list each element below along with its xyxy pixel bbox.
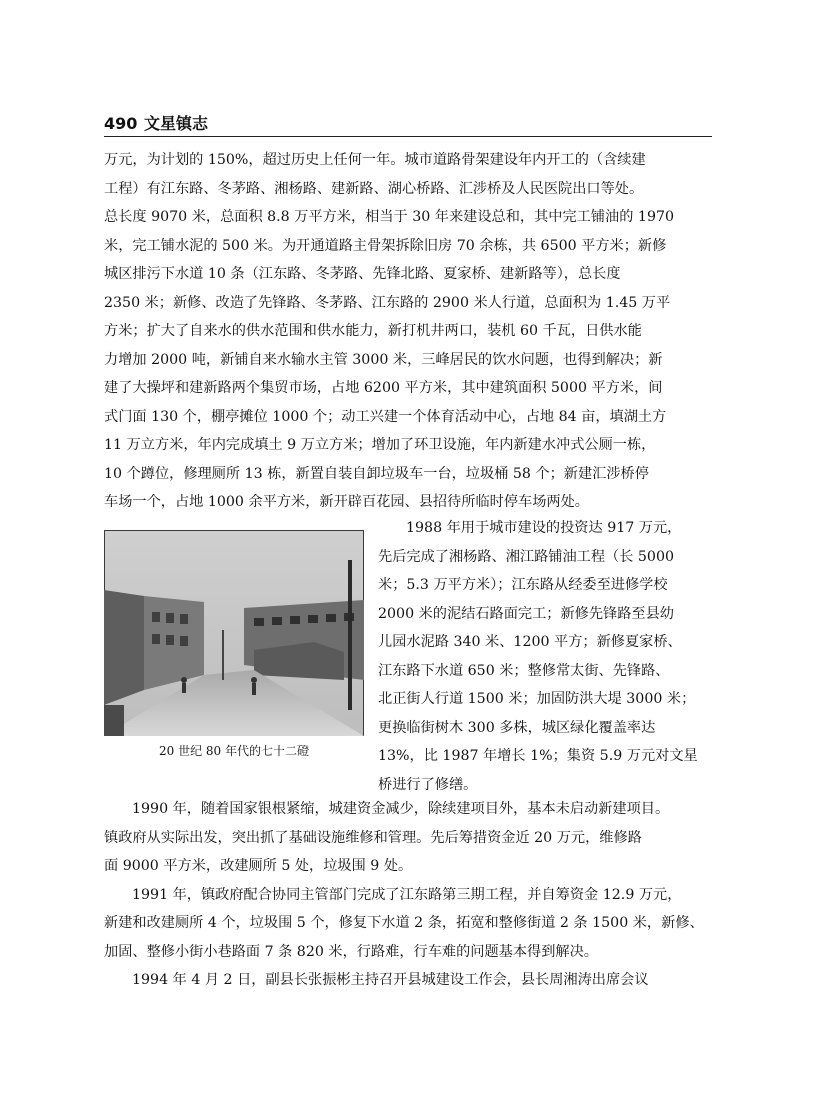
text-line: 江东路下水道 650 米；整修常太街、先锋路、 (378, 662, 670, 679)
paragraph-3 (104, 795, 712, 995)
text-line: 建了大操坪和建新路两个集贸市场，占地 6200 平方米，其中建筑面积 5000 平方米，间 (104, 380, 663, 396)
paragraph-2 (378, 514, 714, 799)
text-line: 2000 米的泥结石路面完工；新修先锋路至县幼 (378, 605, 674, 622)
text-line: 万元，为计划的 150%，超过历史上任何一年。城市道路骨架建设年内开工的（含续建 (104, 152, 646, 168)
text-line: 力增加 2000 吨，新铺自来水输水主管 3000 米，三峰居民的饮水问题，也得到解决；新 (104, 351, 663, 368)
text-line: 1991 年，镇政府配合协同主管部门完成了江东路第三期工程，并自筹资金 12.9 万元， (132, 886, 682, 903)
text-line: 米；5.3 万平方米）；江东路从经委至进修学校 (378, 577, 668, 593)
text-line: 13%，比 1987 年增长 1%；集资 5.9 万元对文星 (378, 748, 698, 764)
text-line: 新建和改建厕所 4 个，垃圾围 5 个，修复下水道 2 条，拓宽和整修街道 2 条 1500 米，新修、 (104, 915, 704, 931)
text-line: 米，完工铺水泥的 500 米。为开通道路主骨架拆除旧房 70 余栋，共 6500 平方米；新修 (104, 237, 667, 254)
text-line: 面 9000 平方米，改建厕所 5 处，垃圾围 9 处。 (104, 858, 413, 874)
text-line: 更换临街树木 300 多株，城区绿化覆盖率达 (378, 719, 656, 736)
historic-street-photo (104, 530, 364, 736)
text-line: 2350 米；新修、改造了先锋路、冬茅路、江东路的 2900 米人行道，总面积为 1.45 万平 (104, 294, 671, 311)
running-header (104, 114, 712, 137)
paragraph-1 (104, 146, 712, 517)
text-line: 桥进行了修缮。 (378, 776, 478, 793)
text-line: 工程）有江东路、冬茅路、湘杨路、建新路、湖心桥路、汇涉桥及人民医院出口等处。 (104, 180, 644, 197)
text-line: 1988 年用于城市建设的投资达 917 万元， (406, 520, 682, 536)
text-line: 车场一个，占地 1000 余平方米，新开辟百花园、县招待所临时停车场两处。 (104, 494, 589, 510)
text-line: 1994 年 4 月 2 日，副县长张振彬主持召开县城建设工作会，县长周湘涛出席会议 (132, 972, 649, 988)
book-title: 文星镇志 (144, 114, 209, 133)
photo-image (104, 530, 364, 736)
text-line: 1990 年，随着国家银根紧缩，城建资金减少，除续建项目外，基本未启动新建项目。 (132, 801, 670, 817)
text-line: 先后完成了湘杨路、湘江路铺油工程（长 5000 (378, 548, 674, 565)
photo-caption: 20 世纪 80 年代的七十二磴 (159, 744, 309, 758)
text-line: 11 万立方米，年内完成填土 9 万立方米；增加了环卫设施，年内新建水冲式公厕一栋， (104, 437, 656, 453)
text-line: 总长度 9070 米，总面积 8.8 万平方米，相当于 30 年来建设总和，其中完工铺油的 1970 (104, 209, 675, 225)
text-line: 加固、整修小街小巷路面 7 条 820 米，行路难，行车难的问题基本得到解决。 (104, 943, 598, 960)
text-line: 儿园水泥路 340 米、1200 平方；新修夏家桥、 (378, 634, 682, 650)
text-line: 北正街人行道 1500 米；加固防洪大堤 3000 米； (378, 691, 696, 707)
text-line: 式门面 130 个，棚亭摊位 1000 个；动工兴建一个体育活动中心，占地 84 亩，填湖土方 (104, 408, 667, 425)
text-line: 方米；扩大了自来水的供水范围和供水能力，新打机井两口，装机 60 千瓦，日供水能 (104, 323, 642, 339)
text-line: 镇政府从实际出发，突出抓了基础设施维修和管理。先后筹措资金近 20 万元，维修路 (104, 829, 642, 846)
text-line: 城区排污下水道 10 条（江东路、冬茅路、先锋北路、夏家桥、建新路等），总长度 (104, 266, 621, 282)
text-line: 10 个蹲位，修理厕所 13 栋，新置自装自卸垃圾车一台，垃圾桶 58 个；新建汇涉桥停 (104, 465, 649, 482)
page-number: 490 (104, 114, 138, 133)
